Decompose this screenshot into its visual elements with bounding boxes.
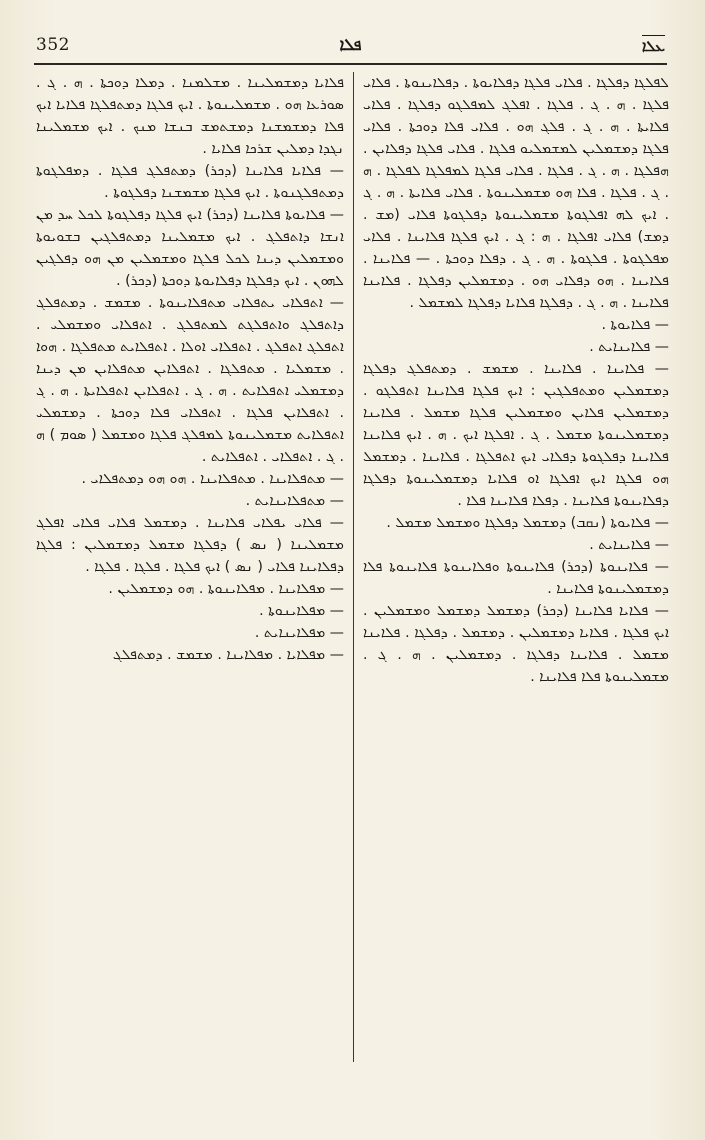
dictionary-entry: — ܦܠܐܝܘܬܐ . (601, 317, 669, 333)
dictionary-entry: — ܦܠܐܝ ܝܦܠܐܝ ܦܠܐܝܢܐ . ܕܡܫܡܠ ܦܠܐܝ ܦܠܐܝ ܐܦܠܓ ܡܫܡܠܝܢܐ ( ܢܣ ) ܕܦܠܓܐ ܡܫܡܠ ܕܡܫܡܠܝܢ : ܦܠܓܐ ܕܦܠܐܝܢܐ ܦܠܐܝ ( ܢܣ ) ܐܝܟ ܦܠܓܐ . ܦܠܓܐ . ܦܠܓܐ . (36, 515, 344, 575)
dictionary-entry: — ܦܠܐܝܐ ܦܠܐܝܢܐ (ܕܟܪ) ܕܡܬܦܠܓ ܦܠܓܐ . ܕܡܦܠܓܘܬܐ ܕܡܬܦܠܓܢܘܬܐ . ܐܝܟ ܦܠܓܐ ܡܫܡܫܢܐ ܕܦܠܓܘܬܐ . (36, 163, 344, 201)
dictionary-entry: — ܦܠܐܝܢܘܬܐ (ܕܟܪ) ܦܠܐܝܢܘܬܐ ܘܦܠܐܝܢܘܬܐ ܦܠܐܝܢܘܬܐ ܦܠܐ ܕܡܫܡܠܝܢܘܬܐ ܦܠܐܝܢܐ . (363, 559, 669, 597)
page-number: 352 (36, 35, 70, 55)
right-column (363, 72, 669, 1072)
column-divider (353, 72, 354, 1062)
dictionary-entry: — ܦܠܐܝܢܐܝܬ . (589, 537, 669, 553)
running-head: ܦܠܐ (339, 35, 362, 54)
dictionary-entry: ܦܠܐܝܐ ܕܡܫܡܠܝܢܐ . ܡܫܠܡܢܐ . ܕܡܠܐ ܕܘܟܬܐ . ܗ . ܓ . ܣܘܪܥܐ ܗܘ . ܡܫܡܠܝܢܘܬܐ . ܐܝܟ ܦܠܓܐ ܕܡܬܦܠܓܐ ܦܠܐܝܐ ܐܝܟ ܦܠܐ ܕܡܫܡܫܢܐ ܕܡܫܬܡܫ ܒܢܫܐ ܡܢܟ . ܐܝܟ ܡܫܡܠܝܢܐ ܢܓܕܐ ܕܡܠܝܢ ܫܪܟܐ ܦܠܐܝܐ . (36, 75, 344, 157)
dictionary-entry: — ܦܠܐܝܢܐ . ܦܠܐܝܢܐ . ܡܫܡܫ . ܕܡܬܦܠܓ ܕܦܠܓܐ ܕܡܫܡܠܝܢ ܘܡܬܦܠܓܝܢ : ܐܝܟ ܦܠܓܐ ܦܠܐܝܢܐ ܐܬܦܠܓܘ . ܕܡܫܡܠܝܢ ܦܠܐܝܢ ܘܡܫܡܠܝܢ ܦܠܓܐ ܡܫܡܠ . ܦܠܐܝܢܐ ܕܡܫܡܠܝܢܘܬܐ ܡܫܡܠ . ܓ . ܐܦܠܓܐ ܐܝܟ . ܗ . ܐܝܟ ܦܠܐܝܢܐ ܦܠܐܝܢܐ ܕܦܠܓܘܬܐ ܕܦܠܐܝ ܐܝܟ ܐܬܦܠܓܐ . ܦܠܐܝܢܐ . ܕܡܫܡܠ ܗܘ ܦܠܓܐ ܐܝܟ ܐܦܠܓܐ ܐܘ ܦܠܐܝܐ ܕܡܫܡܠܝܢܘܬܐ ܕܦܠܓܐ ܕܦܠܐܝܢܘܬܐ ܦܠܐܝܢܐ . ܕܦܠܐ ܦܠܐܝܢܐ ܦܠܐ . (363, 361, 669, 509)
dictionary-entry: — ܡܬܦܠܐܝܢܐܝܬ . (245, 493, 344, 509)
dictionary-entry: — ܡܦܠܐܝܐ . ܡܦܠܐܝܢܐ . ܡܫܡܫ . ܕܡܬܦܠܓ (112, 647, 344, 663)
left-column (36, 72, 344, 1072)
catchword: ܥܠܐ (641, 37, 665, 55)
header-rule (34, 63, 667, 65)
page-header (36, 30, 665, 60)
dictionary-entry: — ܦܠܐܝܘܬܐ ܦܠܐܝܢܐ (ܕܟܪ) ܐܝܟ ܦܠܓܐ ܕܦܠܓܘܬܐ ܠܟܠ ܚܕ ܡܢ ܐܢܫܐ ܕܐܬܦܠܓ . ܐܝܟ ܡܫܡܠܝܢܐ ܕܡܬܦܠܓܝܢ ܒܫܘܝܘܬܐ ܘܡܫܡܠܝܢ ܕܝܢܐ ܠܟܠ ܦܠܓܐ ܘܡܫܡܠܝܢ ܡܢ ܗܘ ܕܦܠܓܝܢ ܠܗܘܢ . ܐܝܟ ܕܦܠܓܐ ܕܦܠܐܝܘܬܐ ܕܘܟܬܐ (ܕܟܪ) . (36, 207, 344, 289)
dictionary-entry: — ܐܬܦܠܐܝ ܝܬܦܠܐܝ ܡܬܦܠܐܝܢܘܬܐ . ܡܫܡܫ . ܕܡܬܦܠܓ ܕܐܬܦܠܓ ܘܐܬܦܠܓܬ ܠܡܬܦܠܓ . ܐܬܦܠܐܝ ܘܡܫܡܠܝ . ܐܬܦܠܓ ܐܬܦܠܓ . ܐܬܦܠܐܝ ܐܘܠܐ . ܐܬܦܠܐܝܬ ܡܬܦܠܓܐ . ܗܘܐ . ܡܫܡܠܝܐ . ܡܬܦܠܓܐ . ܐܬܦܠܐܝܢ ܡܬܦܠܐܝܢ ܡܢ ܕܝܢܐ ܕܡܫܡܠܝ ܐܬܦܠܐܝܬ . ܗ . ܓ . ܐܬܦܠܐܝܢ ܐܬܦܠܐܝܬܐ . ܗ . ܓ . ܐܬܦܠܐܝܢ ܦܠܓܐ . ܐܬܦܠܐܝ ܦܠܐ ܕܘܟܬܐ . ܕܡܫܡܠܝ ܐܬܦܠܐܝܬ ܡܫܡܠܝܢܘܬܐ ܠܡܦܠܓ ܦܠܓܐ ܘܡܫܡܠ ( ܣܘܡ ) ܗ . ܓ . ܐܬܦܠܐܝ . ܐܬܦܠܐܝܬ . (36, 295, 344, 465)
dictionary-entry: — ܡܦܠܐܝܢܐ . ܡܦܠܐܝܢܘܬܐ . ܗܘ ܕܡܫܡܠܝܢ . (108, 581, 344, 597)
dictionary-entry: — ܦܠܐܝܢܐܝܬ . (589, 339, 669, 355)
dictionary-entry: ܠܦܠܓܐ ܕܦܠܓܐ . ܦܠܐܝ ܦܠܓܐ ܕܦܠܐܝܘܬܐ . ܕܦܠܐܝܢܘܬܐ . ܦܠܐܝ ܦܠܓܐ . ܗ . ܓ . ܦܠܓܐ . ܐܦܠܓ ܠܡܦܠܓܘ ܕܦܠܓܐ . ܦܠܐܝ ܦܠܐܝܬܐ . ܗ . ܓ . ܦܠܓ ܗܘ . ܦܠܐܝ ܦܠܐ ܕܘܟܬܐ . ܦܠܐܝ ܦܠܓܐ ܕܡܫܡܠܝܢ ܠܡܫܡܠܝܘ ܦܠܓܐ . ܦܠܐܝ ܦܠܓܐ ܕܦܠܐܝܢ . ܗܦܠܓܐ . ܗ . ܓ . ܦܠܓܐ . ܦܠܐܝ ܦܠܓܐ ܠܡܦܠܓܐ ܠܦܠܓܐ . ܗ . ܓ . ܦܠܓܐ . ܦܠܐ ܗܘ ܡܫܡܠܝܢܘܬܐ . ܦܠܐܝ ܦܠܐܝܬܐ . ܗ . ܓ . ܐܝܟ ܠܗ ܐܦܠܓܘܬܐ ܡܫܡܠܝܢܘܬܐ ܕܦܠܓܘܬܐ ܦܠܐܝ (ܡܫ . ܕܡܫ) ܦܠܐܝ ܐܦܠܓܐ . ܗ : ܓ . ܐܝܟ ܦܠܓܐ ܦܠܐܝܢܐ . ܦܠܐܝ ܡܦܠܓܘܬܐ . ܦܠܓܘܬܐ . ܗ . ܓ . ܕܦܠܐ ܕܘܟܬܐ . — ܦܠܐܝܢܐ . ܦܠܐܝܢܐ . ܗܘ ܕܦܠܐܝ ܗܘ . ܕܡܫܡܠܝܢ ܕܦܠܓܐ . ܦܠܐܝܢܐ ܦܠܐܝܢܐ . ܗ . ܓ . ܕܦܠܓܐ ܦܠܐܝܐ ܕܦܠܓܐ ܠܡܫܡܠ . (363, 75, 669, 311)
dictionary-entry: — ܡܬܦܠܐܝܢܐ . ܡܬܦܠܐܝܢܐ . ܗܘ ܗܘ ܕܡܬܦܠܐܝ . (81, 471, 344, 487)
dictionary-entry: — ܡܦܠܐܝܢܘܬܐ . (259, 603, 344, 619)
dictionary-entry: — ܦܠܐܝܐ ܦܠܐܝܢܐ (ܕܟܪ) ܕܡܫܡܠ ܕܡܫܡܠ ܘܡܫܡܠܝܢ . ܐܝܟ ܦܠܓܐ . ܦܠܐܝܐ ܕܡܫܡܠܝܢ . ܕܡܫܡܠ . ܕܦܠܓܐ . ܦܠܐܝܢܐ ܡܫܡܠ . ܦܠܐܝܢܐ ܕܦܠܓܐ . ܕܡܫܡܠܝܢ . ܗ . ܓ . ܡܫܡܠܝܢܘܬܐ ܦܠܐ ܦܠܐܝܢܐ . (363, 603, 669, 685)
dictionary-entry: — ܡܦܠܐܝܢܐܝܬ . (254, 625, 344, 641)
dictionary-entry: — ܦܠܐܝܘܬܐ (ܢܩܒ) ܕܡܫܡܠ ܕܦܠܓܐ ܘܡܫܡܠ ܡܫܡܠ . (386, 515, 669, 531)
